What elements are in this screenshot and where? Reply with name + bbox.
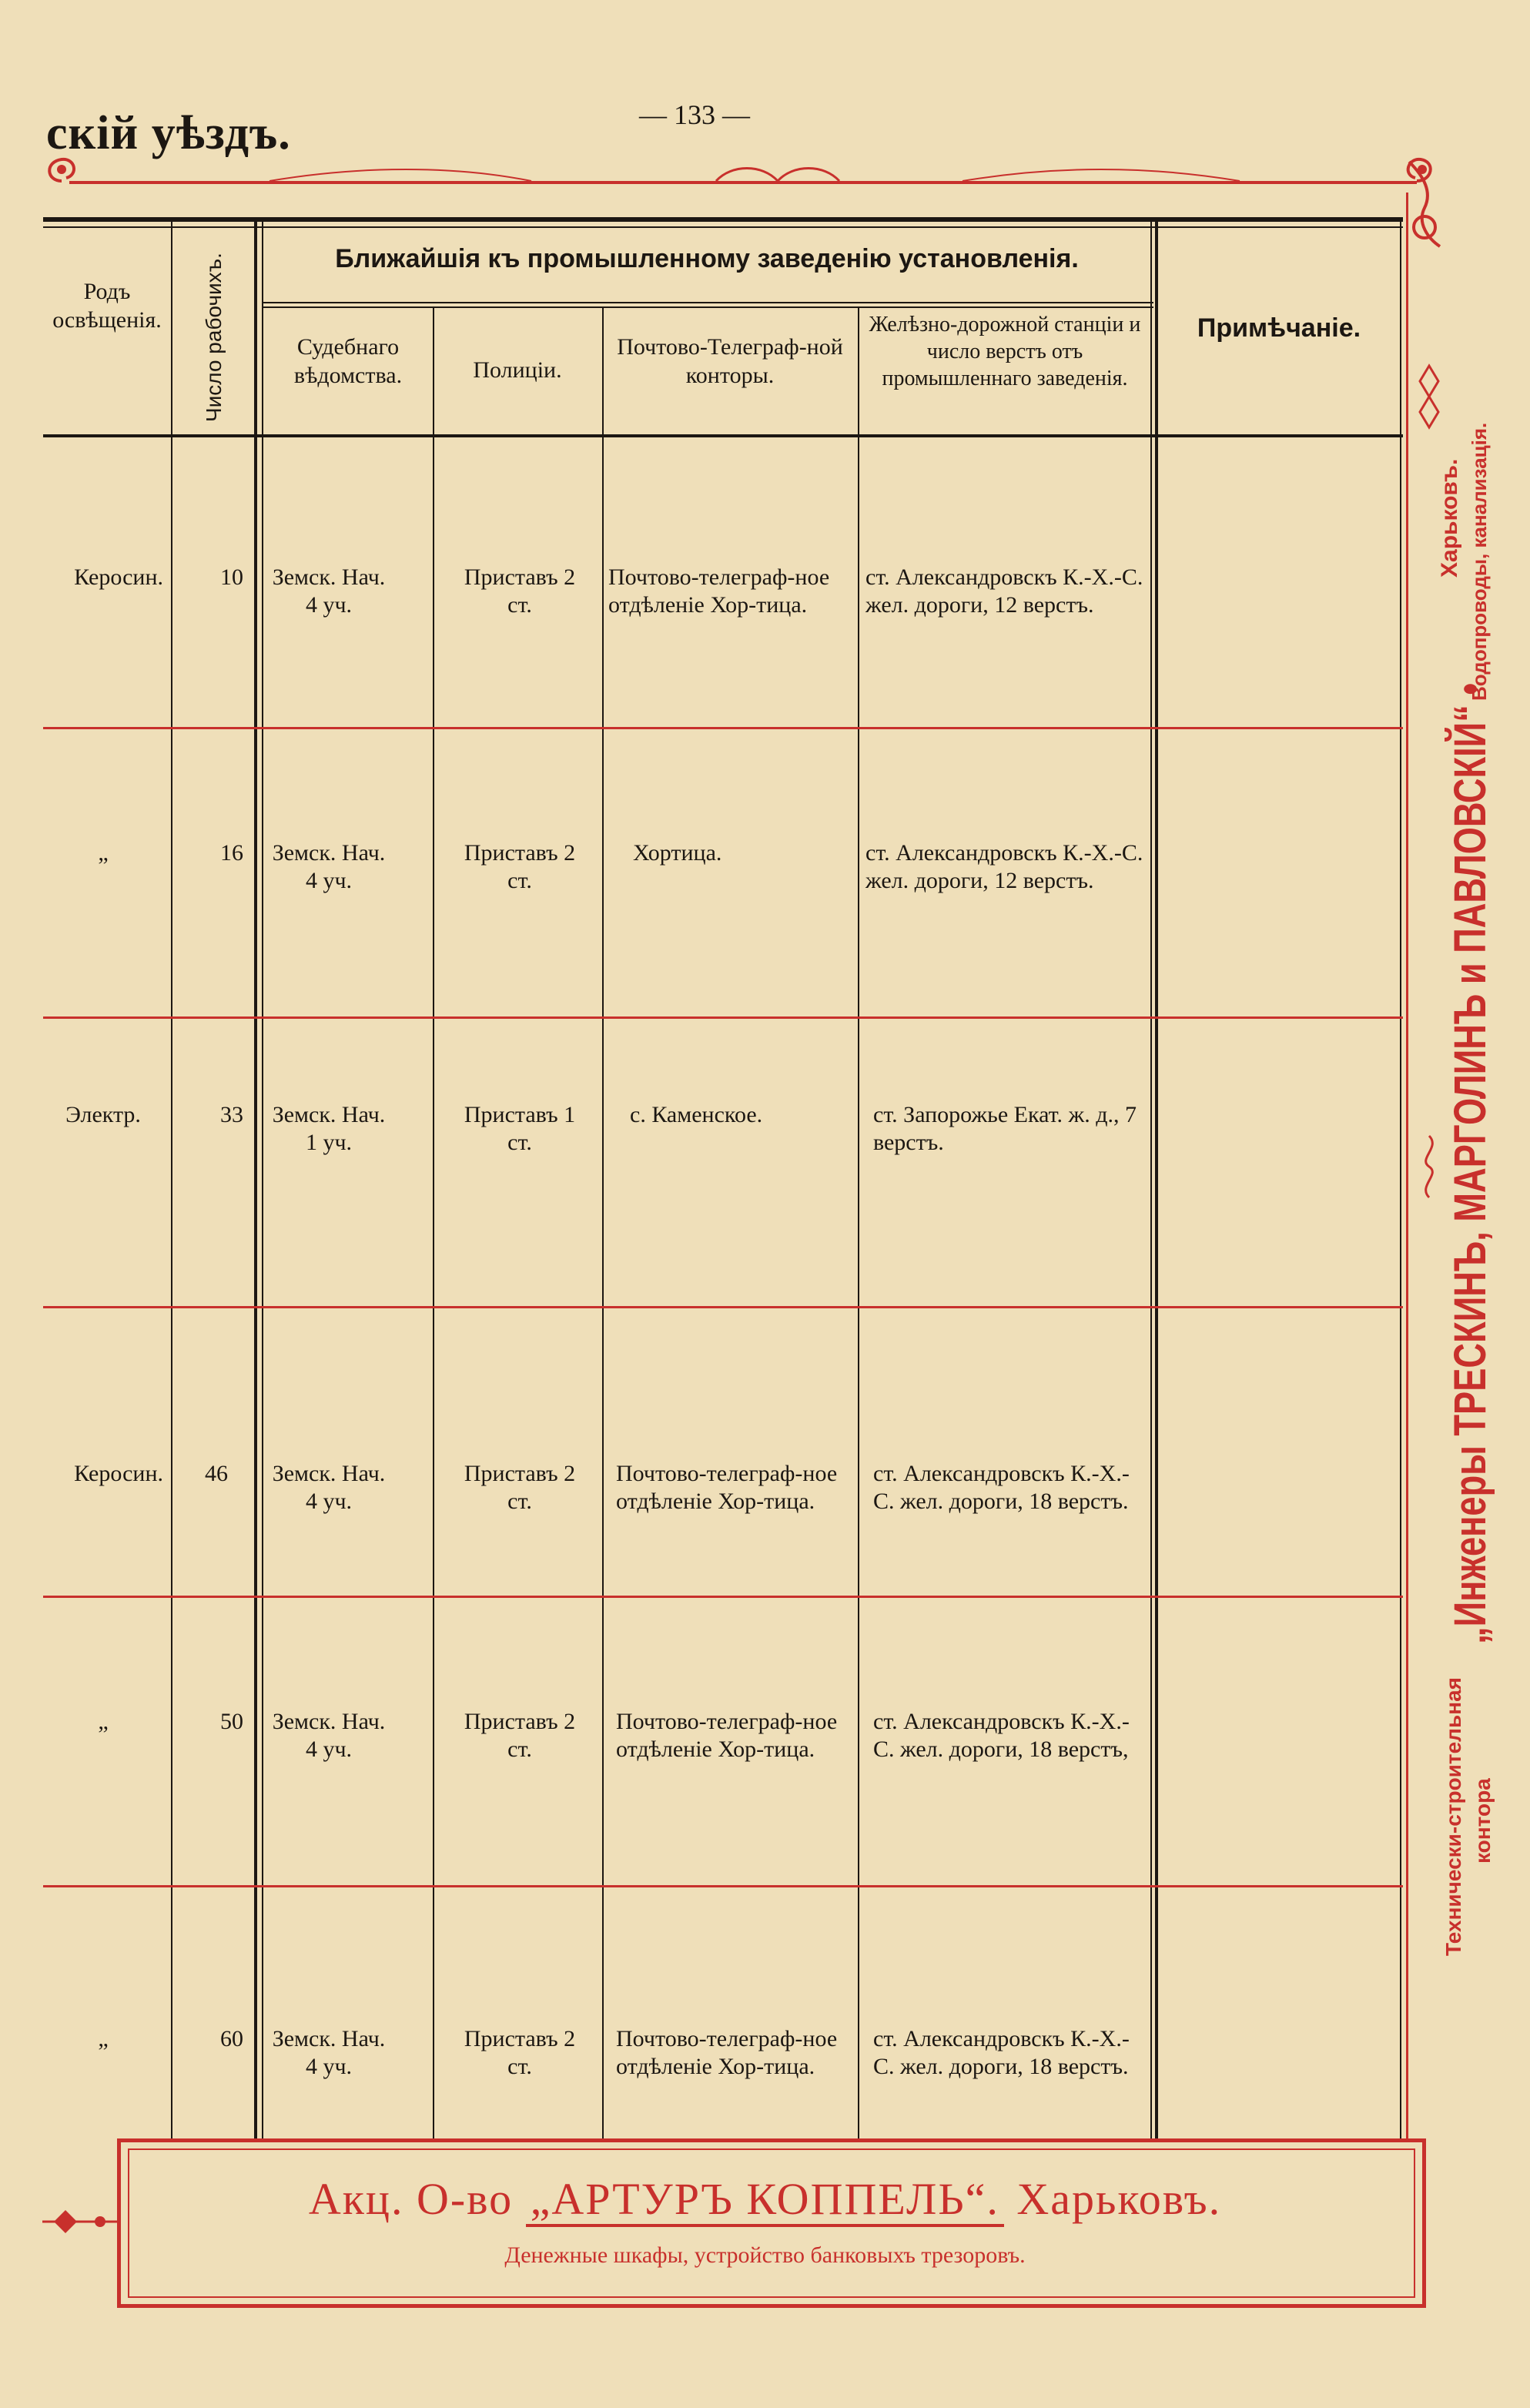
ad-prefix: Акц. О-во: [308, 2174, 514, 2224]
cell-pochta: с. Каменское.: [630, 1102, 763, 1127]
side-ad-city: Харьковъ.: [1437, 458, 1462, 578]
cell-rod: Керосин.: [74, 564, 163, 590]
col-head-group: Ближайшія къ промышленному заведенію установленія.: [335, 244, 1079, 273]
cell-policia: Приставъ 2 ст.: [464, 840, 576, 893]
side-ad-line2: контора: [1471, 1778, 1495, 1864]
cell-pochta: Почтово-телеграф-ное отдѣленіе Хор-тица.: [608, 564, 830, 618]
page-header-left: скій уѣздъ.: [46, 107, 291, 159]
cell-chislo: 10: [220, 564, 243, 590]
row-separator: [43, 1016, 1403, 1019]
cell-zhd: ст. Александровскъ К.-Х.-С. жел. дороги, 12 верстъ.: [865, 840, 1143, 893]
vrule-3: [433, 306, 434, 2139]
table-top-rule: [43, 217, 1403, 222]
cell-zhd: ст. Александровскъ К.-Х.-С. жел. дороги, 18 верстъ.: [873, 1461, 1130, 1514]
vrule-2: [254, 222, 257, 2139]
col-head-sud: Судебнаго вѣдомства.: [293, 334, 403, 388]
cell-policia: Приставъ 2 ст.: [464, 1709, 576, 1762]
bottom-ad-subtitle: Денежные шкафы, устройство банковыхъ трезоровъ.: [504, 2242, 1026, 2268]
ornament-corner-right: [1394, 154, 1448, 254]
cell-sud: Земск. Нач. 1 уч.: [272, 1102, 386, 1155]
cell-policia: Приставъ 1 ст.: [464, 1102, 576, 1155]
group-header-rule: [263, 302, 1153, 303]
row-separator: [43, 727, 1403, 729]
col-head-rod: Родъ освѣщенія.: [52, 279, 162, 333]
cell-zhd: ст. Запорожье Екат. ж. д., 7 верстъ.: [873, 1102, 1137, 1155]
side-ad-line1: Технически-строительная: [1441, 1676, 1465, 1956]
cell-rod: Электр.: [65, 1102, 141, 1127]
cell-chislo: 50: [220, 1709, 243, 1734]
cell-chislo: 46: [205, 1461, 228, 1486]
cell-chislo: 60: [220, 2026, 243, 2051]
vrule-1: [171, 222, 172, 2139]
cell-zhd: ст. Александровскъ К.-Х.-С. жел. дороги, 18 верстъ.: [873, 2026, 1130, 2079]
cell-rod: „: [98, 1709, 109, 1734]
cell-rod: Керосин.: [74, 1461, 163, 1486]
side-ad-title: „Инженеры ТРЕСКИНЪ, МАРГОЛИНЪ и ПАВЛОВСКІЙ“ •: [1445, 682, 1495, 1644]
vrule-red-right: [1406, 193, 1408, 2141]
cell-chislo: 16: [220, 840, 243, 866]
row-separator: [43, 1885, 1403, 1887]
cell-pochta: Почтово-телеграф-ное отдѣленіе Хор-тица.: [616, 2026, 838, 2079]
cell-zhd: ст. Александровскъ К.-Х.-С. жел. дороги, 18 верстъ,: [873, 1709, 1130, 1762]
cell-rod: „: [98, 840, 109, 866]
bottom-ad-title: [0, 2173, 1530, 2225]
ornament-rule-top: [39, 150, 1448, 204]
vrule-5: [858, 306, 859, 2139]
cell-sud: Земск. Нач. 4 уч.: [272, 564, 386, 618]
vrule-4: [602, 306, 604, 2139]
cell-pochta: Почтово-телеграф-ное отдѣленіе Хор-тица.: [616, 1709, 838, 1762]
row-separator: [43, 1306, 1403, 1308]
cell-policia: Приставъ 2 ст.: [464, 1461, 576, 1514]
cell-pochta: Хортица.: [633, 840, 722, 866]
page-number: — 133 —: [639, 99, 750, 130]
group-header-rule-2: [263, 306, 1153, 308]
col-head-pochta: Почтово-Телеграф-ной конторы.: [617, 334, 843, 388]
cell-chislo: 33: [220, 1102, 243, 1127]
row-separator: [43, 1596, 1403, 1598]
vrule-6: [1150, 222, 1152, 2139]
header-bottom-rule: [43, 434, 1403, 437]
col-head-chislo: Число рабочихъ.: [202, 253, 226, 422]
vrule-2b: [262, 222, 263, 2139]
vrule-6b: [1155, 222, 1158, 2139]
cell-pochta: Почтово-телеграф-ное отдѣленіе Хор-тица.: [616, 1461, 838, 1514]
col-head-policia: Полиціи.: [473, 357, 562, 383]
ad-city: Харьковъ.: [1016, 2174, 1222, 2224]
cell-sud: Земск. Нач. 4 уч.: [272, 840, 386, 893]
cell-rod: „: [98, 2026, 109, 2051]
cell-policia: Приставъ 2 ст.: [464, 564, 576, 618]
ad-company-name: „АРТУРЪ КОППЕЛЬ“.: [526, 2174, 1004, 2227]
side-ornament: [1414, 1132, 1445, 1201]
cell-sud: Земск. Нач. 4 уч.: [272, 1461, 386, 1514]
cell-sud: Земск. Нач. 4 уч.: [272, 2026, 386, 2079]
side-ornament: [1414, 362, 1445, 431]
col-head-zhd: Желѣзно-дорожной станціи и число верстъ отъ промышленнаго заведенія.: [869, 313, 1141, 390]
cell-sud: Земск. Нач. 4 уч.: [272, 1709, 386, 1762]
side-ad-line4: Водопроводы, канализація.: [1468, 422, 1491, 701]
cell-zhd: ст. Александровскъ К.-Х.-С. жел. дороги, 12 верстъ.: [865, 564, 1143, 618]
table-top-rule-thin: [43, 226, 1403, 228]
col-head-primech: Примѣчаніе.: [1197, 313, 1361, 343]
vrule-7: [1400, 222, 1401, 2139]
cell-policia: Приставъ 2 ст.: [464, 2026, 576, 2079]
